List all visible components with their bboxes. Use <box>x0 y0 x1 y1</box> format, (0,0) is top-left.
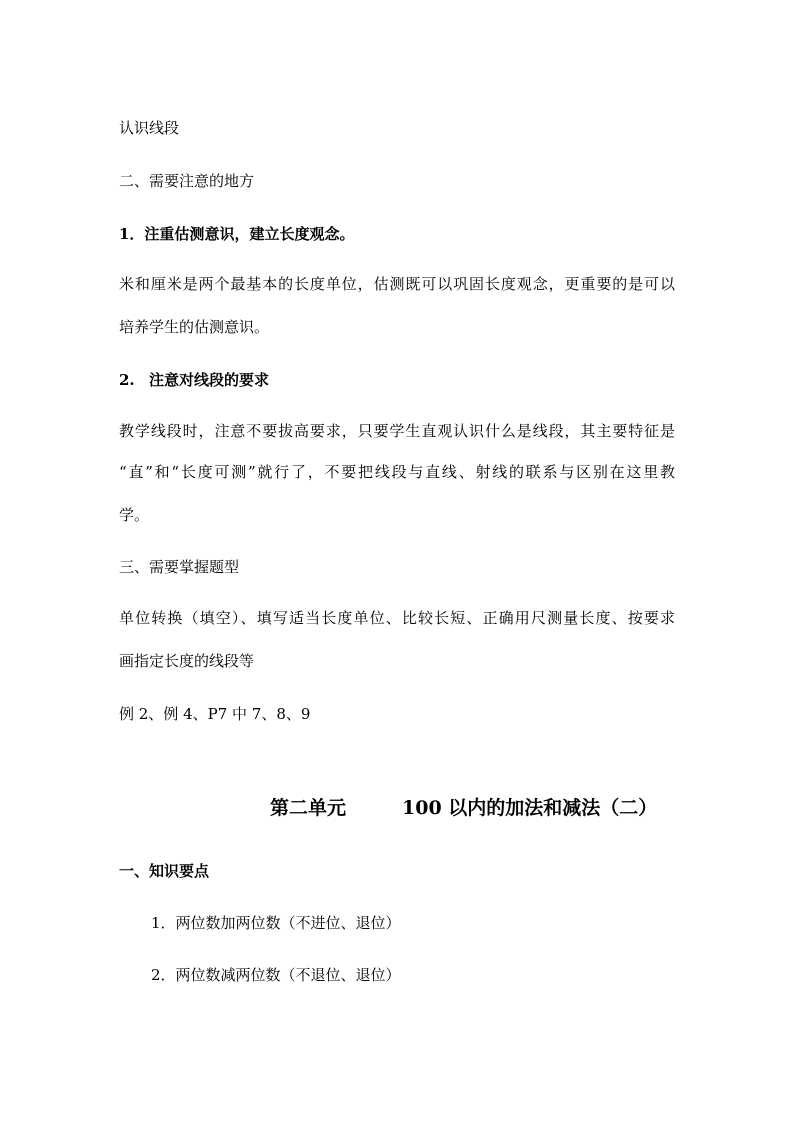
point2-heading-row <box>119 370 269 390</box>
section3-text-line1: 单位转换（填空）、填写适当长度单位、比较长短、正确用尺测量长度、按要求 <box>119 609 675 627</box>
point1-text-line2: 培养学生的估测意识。 <box>119 318 270 336</box>
examples-text: 例 2、例 4、P7 中 7、8、9 <box>119 705 311 723</box>
point2-number: 2. <box>119 371 135 389</box>
point1-text-line1: 米和厘米是两个最基本的长度单位，估测既可以巩固长度观念，更重要的是可以 <box>119 275 675 293</box>
point1-heading: 1．注重估测意识，建立长度观念。 <box>119 225 355 243</box>
section-heading-question-types: 三、需要掌握题型 <box>119 558 240 576</box>
point2-heading: 注意对线段的要求 <box>149 371 270 389</box>
knowledge-item: 2．两位数减两位数（不退位、退位） <box>151 966 401 984</box>
topic-text: 认识线段 <box>119 119 180 137</box>
section3-text-line2: 画指定长度的线段等 <box>119 652 255 670</box>
unit-title: 100 以内的加法和减法（二） <box>402 797 658 819</box>
unit-label: 第二单元 <box>270 797 347 819</box>
knowledge-item: 1．两位数加两位数（不进位、退位） <box>151 914 401 932</box>
unit-heading <box>270 795 657 821</box>
section-heading-notes: 二、需要注意的地方 <box>119 172 255 190</box>
point2-text-line1: 教学线段时，注意不要拔高要求，只要学生直观认识什么是线段，其主要特征是 <box>119 422 675 440</box>
point2-text-line3: 学。 <box>119 506 150 524</box>
knowledge-heading: 一、知识要点 <box>119 862 210 880</box>
point2-text-line2: “直”和“长度可测”就行了，不要把线段与直线、射线的联系与区别在这里教 <box>119 463 675 481</box>
